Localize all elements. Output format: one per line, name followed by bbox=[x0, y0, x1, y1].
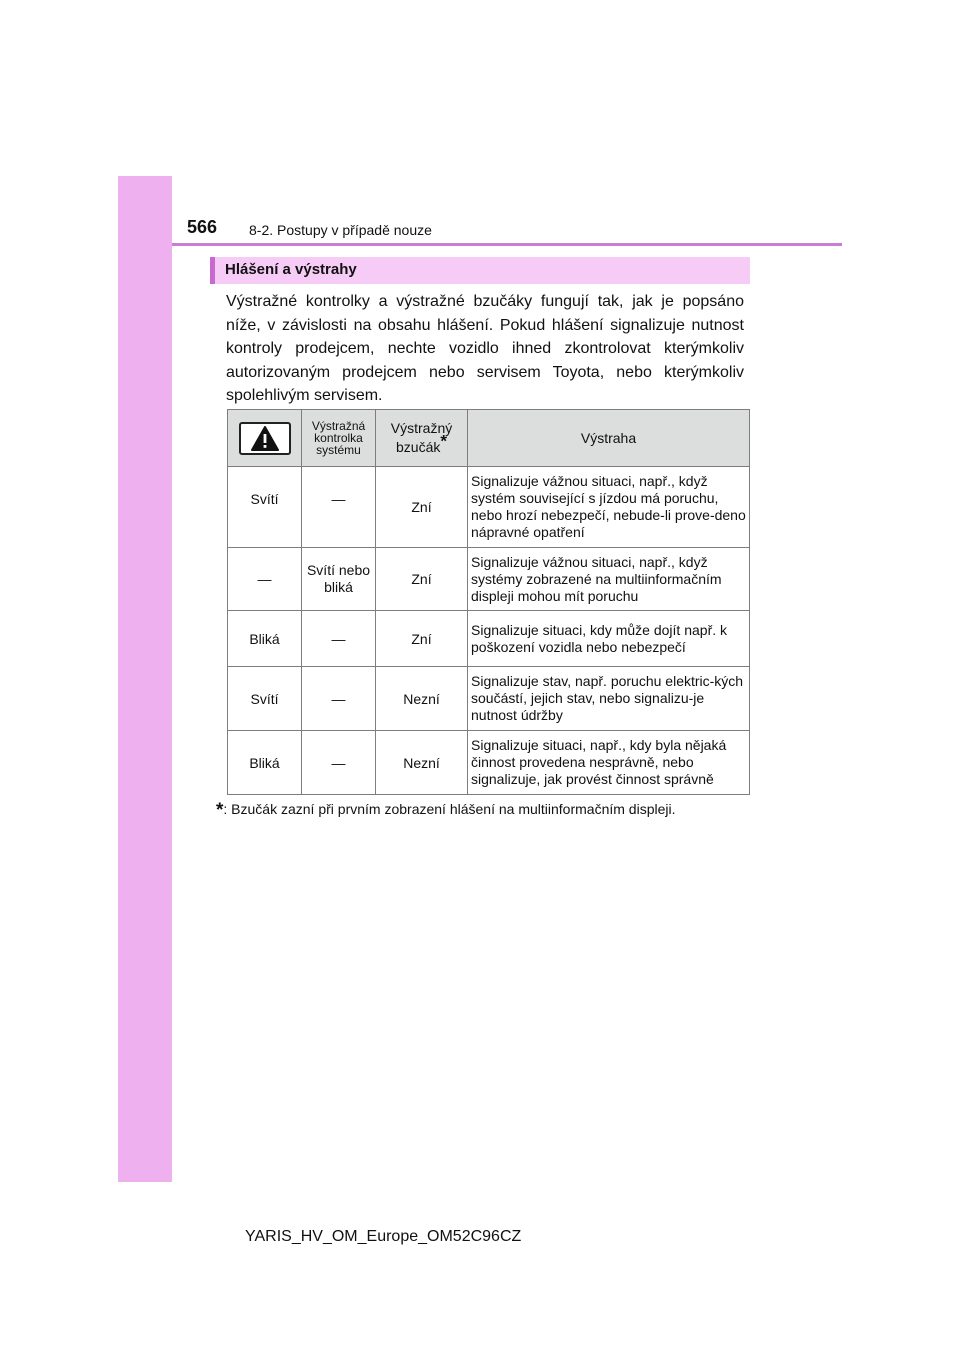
intro-paragraph: Výstražné kontrolky a výstražné bzučáky fungují tak, jak je popsáno níže, v závislosti na obsahu hlášení. Pokud hlášení signalizuje nutnost kontroly prodejcem, nechte vozidlo ihned zkontrolovat kterýmkoliv autorizovaným prodejcem nebo servisem Toyota, nebo kterýmkoliv spolehlivým servisem. bbox=[226, 293, 744, 404]
warning-buzzer-header: Výstražný bzučák* bbox=[376, 410, 468, 467]
footnote-text: : Bzučák zazní při prvním zobrazení hlášení na multiinformačním displeji. bbox=[223, 801, 676, 817]
master-cell: Bliká bbox=[228, 611, 302, 667]
system-cell: — bbox=[302, 667, 376, 731]
page-number: 566 bbox=[187, 217, 218, 237]
description-cell: Signalizuje vážnou situaci, např., když systém související s jízdou má poruchu, nebo hrozí nebezpečí, nebude-li prove-deno nápravné opatření bbox=[468, 467, 750, 548]
header-divider bbox=[172, 243, 842, 246]
table-row bbox=[228, 667, 750, 731]
master-cell: Svítí bbox=[228, 667, 302, 731]
buzzer-cell: Nezní bbox=[376, 667, 468, 731]
warning-text-header: Výstraha bbox=[468, 410, 750, 467]
table-row bbox=[228, 611, 750, 667]
system-warning-light-header: Výstražná kontrolka systému bbox=[302, 410, 376, 467]
description-cell: Signalizuje vážnou situaci, např., když systémy zobrazené na multiinformačním displeji mohou mít poruchu bbox=[468, 548, 750, 611]
system-cell: — bbox=[302, 611, 376, 667]
side-tab-strip bbox=[118, 176, 172, 1182]
master-warning-header bbox=[228, 410, 302, 467]
page-header bbox=[187, 215, 842, 241]
buzzer-cell: Zní bbox=[376, 548, 468, 611]
buzzer-cell: Zní bbox=[376, 611, 468, 667]
table-row bbox=[228, 467, 750, 548]
heading-accent bbox=[210, 257, 215, 284]
system-cell: Svítí nebo bliká bbox=[302, 548, 376, 611]
table-row bbox=[228, 731, 750, 795]
system-cell: — bbox=[302, 731, 376, 795]
buzzer-cell: Nezní bbox=[376, 731, 468, 795]
master-cell: Bliká bbox=[228, 731, 302, 795]
master-cell: Svítí bbox=[228, 467, 302, 548]
buzzer-cell: Zní bbox=[376, 467, 468, 548]
master-cell: — bbox=[228, 548, 302, 611]
system-cell: — bbox=[302, 467, 376, 548]
heading-text: Hlášení a výstrahy bbox=[225, 261, 357, 278]
footnote bbox=[216, 798, 776, 820]
footnote-mark: * bbox=[440, 431, 447, 451]
description-cell: Signalizuje situaci, kdy může dojít např. k poškození vozidla nebo nebezpečí bbox=[468, 611, 750, 667]
table-header-row bbox=[228, 410, 750, 467]
document-code: YARIS_HV_OM_Europe_OM52C96CZ bbox=[245, 1228, 522, 1245]
footnote-star: * bbox=[216, 800, 224, 821]
warning-table bbox=[227, 409, 750, 795]
table-row bbox=[228, 548, 750, 611]
description-cell: Signalizuje stav, např. poruchu elektric-kých součástí, jejich stav, nebo signalizu-je nutnost údržby bbox=[468, 667, 750, 731]
warning-triangle-icon bbox=[239, 422, 291, 455]
section-heading bbox=[210, 257, 750, 284]
section-title: 8-2. Postupy v případě nouze bbox=[249, 222, 432, 238]
description-cell: Signalizuje situaci, např., kdy byla nějaká činnost provedena nesprávně, nebo signalizuje, jak provést činnost správně bbox=[468, 731, 750, 795]
